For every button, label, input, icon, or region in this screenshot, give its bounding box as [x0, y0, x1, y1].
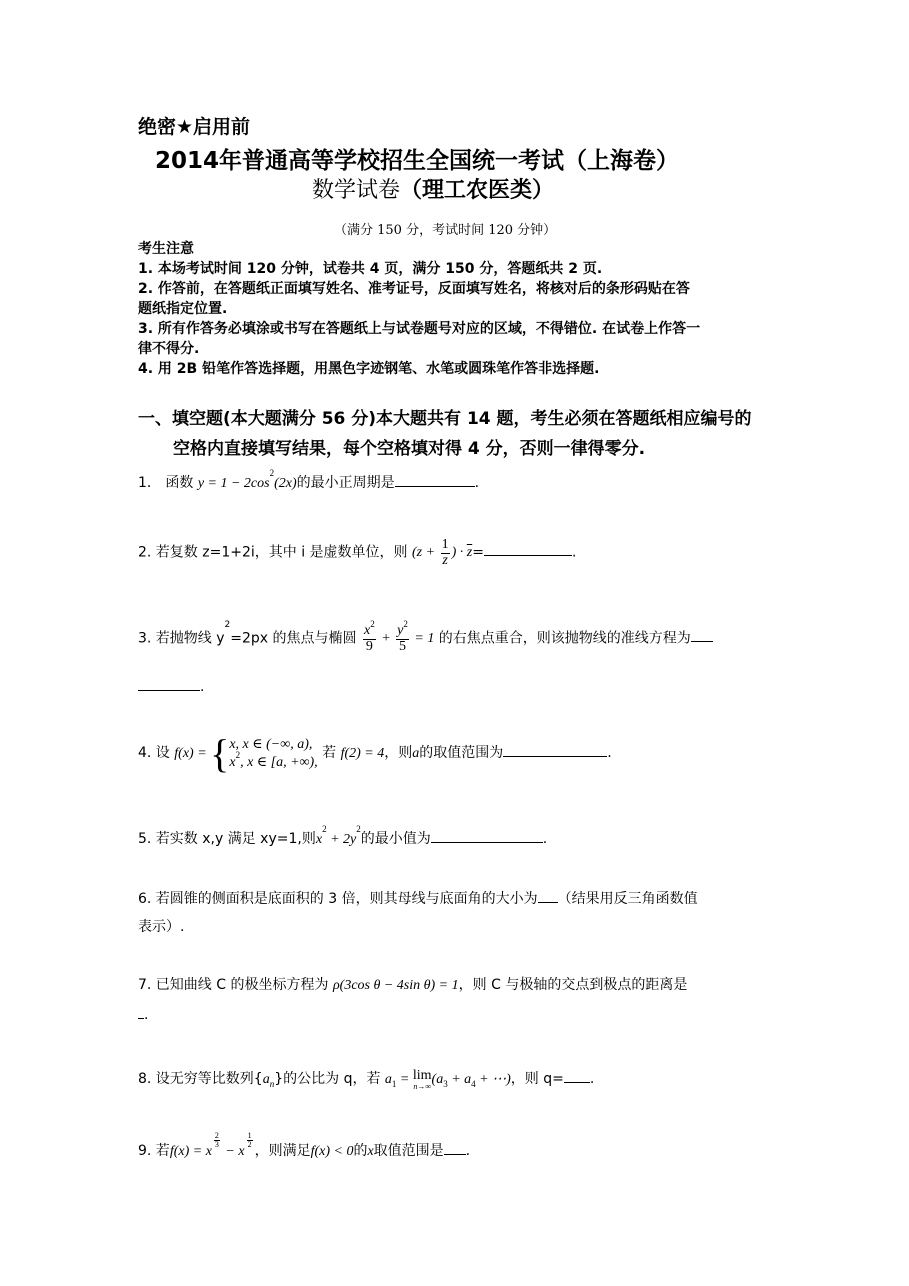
- question-3: 3. 若抛物线 $y^2=2px$ 的焦点与椭圆 $\frac{x^2}{9}$ + $\frac{y^2}{5}$ = 1 的右焦点重合，则该抛物线的准线方程为: [138, 624, 713, 654]
- q9-text-4: 取值范围是: [373, 1143, 444, 1159]
- notice-line-3: 3. 所有作答务必填涂或书写在答题纸上与试卷题号对应的区域，不得错位. 在试卷上作答一: [138, 321, 701, 337]
- q9-text-2: ，则满足: [254, 1143, 311, 1159]
- q7-formula: ρ(3cos θ − 4sin θ) = 1: [332, 978, 459, 993]
- notice-line-3-cont: 律不得分.: [138, 341, 200, 357]
- q9-period: .: [465, 1143, 471, 1159]
- q3-period: .: [200, 679, 205, 695]
- q5-text-2: 的最小值为: [360, 831, 431, 847]
- paper-title-category: （理工农医类）: [400, 178, 555, 203]
- q1-text-2: 的最小正周期是: [296, 475, 395, 491]
- question-4: [138, 731, 612, 776]
- q7-period: .: [144, 1007, 149, 1023]
- q7-text-2: ，则 C 与极轴的交点到极点的距离是: [458, 977, 688, 993]
- q2-formula: (z + $\frac{1}{z}$ ) · $\overline{z}$: [412, 537, 473, 568]
- notice-line-1: 1. 本场考试时间 120 分钟，试卷共 4 页，满分 150 分，答题纸共 2 页.: [138, 261, 603, 277]
- exam-title: 2014年普通高等学校招生全国统一考试（上海卷）: [155, 148, 680, 174]
- q9-formula: f(x) = x $^{\frac{2}{3}}$ − x $^{\frac{1}{2}}$: [169, 1131, 252, 1159]
- notice-line-2-cont: 题纸指定位置.: [138, 301, 228, 317]
- q3-answer-blank-cont: [138, 676, 200, 691]
- q9-condition: f(x) < 0: [310, 1144, 354, 1159]
- q2-answer-blank: [484, 541, 572, 556]
- q6-text-2: （结果用反三角函数值: [557, 891, 698, 907]
- q8-text-2: }的公比为 q，若: [274, 1071, 381, 1087]
- q5-text: 5. 若实数 x,y 满足 xy=1,则: [138, 831, 316, 847]
- paper-title: [312, 173, 554, 204]
- q8-text-3: ，则 q=: [510, 1071, 564, 1087]
- q8-answer-blank: [564, 1068, 590, 1083]
- notice-line-2: 2. 作答前，在答题纸正面填写姓名、准考证号，反面填写姓名，将核对后的条形码贴在答: [138, 281, 690, 297]
- q3-answer-blank: [691, 627, 713, 642]
- question-6: [138, 888, 698, 908]
- q5-formula: $x^2 + 2y^2$: [315, 824, 361, 847]
- q9-variable: x: [367, 1144, 374, 1159]
- question-2: [138, 538, 576, 568]
- notice-line-4: 4. 用 2B 铅笔作答选择题，用黑色字迹钢笔、水笔或圆珠笔作答非选择题.: [138, 361, 600, 377]
- q6-answer-blank: [538, 888, 558, 903]
- q4-formula: f(x) = { x, x ∈ (−∞, a), $x^2$, x ∈ [a, +∞),: [174, 731, 318, 776]
- question-8: [138, 1068, 594, 1091]
- q3-text-3: 的右焦点重合，则该抛物线的准线方程为: [438, 630, 691, 647]
- q4-text-2: 若: [322, 745, 337, 762]
- q4-text-4: 的取值范围为: [419, 745, 504, 762]
- q5-period: .: [542, 831, 548, 847]
- q1-text: 1． 函数: [138, 475, 194, 491]
- q5-answer-blank: [431, 828, 543, 843]
- secrecy-label: 绝密★启用前: [138, 116, 251, 138]
- q1-formula: $y = 1 - 2\cos^2(2x)$: [197, 468, 297, 491]
- paper-title-main: 数学试卷: [312, 178, 401, 203]
- q2-text: 2. 若复数 z=1+2i，其中 i 是虚数单位，则: [138, 544, 408, 561]
- section-heading-cont: 空格内直接填写结果，每个空格填对得 4 分，否则一律得零分.: [173, 439, 646, 459]
- question-1: [138, 468, 480, 492]
- q8-text: 8. 设无穷等比数列{: [138, 1071, 263, 1087]
- question-7-cont: [138, 1004, 148, 1023]
- q4-condition: f(2) = 4: [340, 746, 385, 762]
- q8-period: .: [589, 1071, 595, 1087]
- q4-text-3: ，则: [384, 745, 413, 762]
- question-9: [138, 1131, 471, 1160]
- question-7: [138, 974, 687, 994]
- question-6-cont: 表示）.: [138, 919, 185, 935]
- q2-period: .: [571, 544, 577, 561]
- q4-text: 4. 设: [138, 745, 170, 762]
- q9-text-3: 的: [353, 1143, 368, 1159]
- question-3-cont: [138, 676, 204, 695]
- q9-text: 9. 若: [138, 1143, 170, 1159]
- q7-text: 7. 已知曲线 C 的极坐标方程为: [138, 977, 329, 993]
- q3-text: 3. 若抛物线 y: [138, 630, 225, 647]
- q4-period: .: [607, 745, 612, 762]
- q8-formula: $a_1$ = lim n→∞ ($a_3 + a_4$ + ⋯): [384, 1067, 511, 1091]
- q3-formula: $\frac{x^2}{9}$ + $\frac{y^2}{5}$ = 1: [364, 619, 435, 654]
- q3-text-2: =2px 的焦点与椭圆: [230, 630, 357, 647]
- q2-equals: =: [472, 544, 484, 561]
- q1-answer-blank: [395, 472, 475, 487]
- q4-variable: a: [412, 746, 420, 762]
- section-heading: 一、填空题(本大题满分 56 分)本大题共有 14 题，考生必须在答题纸相应编号的: [138, 409, 752, 429]
- notice-heading: 考生注意: [138, 241, 194, 257]
- q4-answer-blank: [503, 742, 607, 757]
- q1-period: .: [474, 475, 480, 491]
- q6-text: 6. 若圆锥的侧面积是底面积的 3 倍，则其母线与底面角的大小为: [138, 891, 538, 907]
- exam-subtitle: （满分 150 分，考试时间 120 分钟）: [334, 223, 557, 238]
- question-5: [138, 824, 548, 848]
- q9-answer-blank: [444, 1140, 466, 1155]
- q8-sequence: $a_n$: [262, 1072, 275, 1089]
